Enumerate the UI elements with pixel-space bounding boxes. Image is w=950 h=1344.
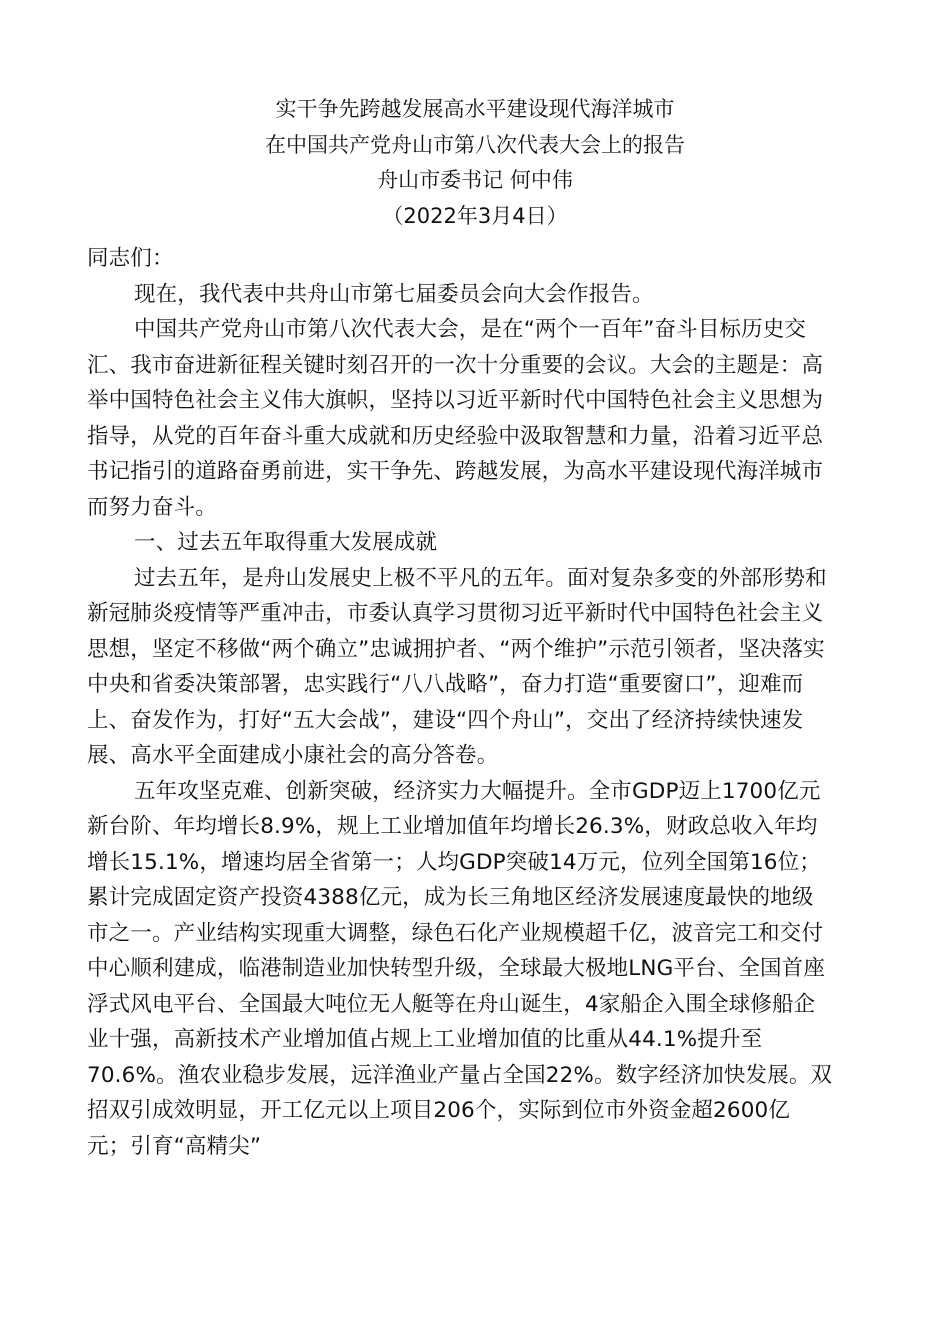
text-line: 累计完成固定资产投资4388亿元，成为长三角地区经济发展速度最快的地级 xyxy=(87,885,814,910)
report-title-block xyxy=(0,92,950,234)
text-line: 浮式风电平台、全国最大吨位无人艇等在舟山诞生，4家船企入围全球修船企 xyxy=(87,991,816,1017)
text-line: 一、过去五年取得重大发展成就 xyxy=(134,530,438,555)
report-subtitle: 在中国共产党舟山市第八次代表大会上的报告 xyxy=(265,132,685,157)
text-line: 指导，从党的百年奋斗重大成就和历史经验中汲取智慧和力量，沿着习近平总 xyxy=(87,423,824,449)
text-line: 汇、我市奋进新征程关键时刻召开的一次十分重要的会议。大会的主题是：高 xyxy=(87,352,824,378)
text-line: 中央和省委决策部署，忠实践行“八八战略”，奋力打造“重要窗口”，迎难而 xyxy=(87,672,804,697)
text-line: 中国共产党舟山市第八次代表大会，是在“两个一百年”奋斗目标历史交 xyxy=(134,317,807,342)
text-line: 增长15.1%，增速均居全省第一；人均GDP突破14万元，位列全国第16位； xyxy=(87,849,821,875)
text-line: 书记指引的道路奋勇前进，实干争先、跨越发展，为高水平建设现代海洋城市 xyxy=(87,459,824,484)
text-line: 70.6%。渔农业稳步发展，远洋渔业产量占全国22%。数字经济加快发展。双 xyxy=(87,1062,833,1088)
text-line: 展、高水平全面建成小康社会的高分答卷。 xyxy=(87,743,499,768)
text-line: 思想，坚定不移做“两个确立”忠诚拥护者、“两个维护”示范引领者，坚决落实 xyxy=(87,636,825,662)
text-line: 业十强，高新技术产业增加值占规上工业增加值的比重从44.1%提升至 xyxy=(87,1027,763,1052)
text-line: 举中国特色社会主义伟大旗帜，坚持以习近平新时代中国特色社会主义思想为 xyxy=(87,388,824,413)
text-line: 市之一。产业结构实现重大调整，绿色石化产业规模超千亿，波音完工和交付 xyxy=(87,920,824,946)
report-date: （2022年3月4日） xyxy=(382,203,568,228)
text-line: 现在，我代表中共舟山市第七届委员会向大会作报告。 xyxy=(134,281,654,307)
text-line: 五年攻坚克难、创新突破，经济实力大幅提升。全市GDP迈上1700亿元 xyxy=(134,778,821,804)
text-line: 中心顺利建成，临港制造业加快转型升级，全球最大极地LNG平台、全国首座 xyxy=(87,956,825,981)
report-author: 舟山市委书记 何中伟 xyxy=(377,168,573,192)
report-title: 实干争先跨越发展高水平建设现代海洋城市 xyxy=(275,97,675,121)
text-line: 招双引成效明显，开工亿元以上项目206个，实际到位市外资金超2600亿 xyxy=(87,1098,791,1123)
salutation: 同志们： xyxy=(87,246,174,271)
text-line: 而努力奋斗。 xyxy=(87,494,217,520)
text-line: 过去五年，是舟山发展史上极不平凡的五年。面对复杂多变的外部形势和 xyxy=(134,565,827,591)
text-line: 元；引育“高精尖” xyxy=(87,1133,262,1159)
report-body xyxy=(87,241,867,1164)
text-line: 新冠肺炎疫情等严重冲击，市委认真学习贯彻习近平新时代中国特色社会主义 xyxy=(87,601,824,626)
text-line: 上、奋发作为，打好“五大会战”，建设“四个舟山”，交出了经济持续快速发 xyxy=(87,707,804,733)
text-line: 新台阶、年均增长8.9%，规上工业增加值年均增长26.3%，财政总收入年均 xyxy=(87,814,818,839)
